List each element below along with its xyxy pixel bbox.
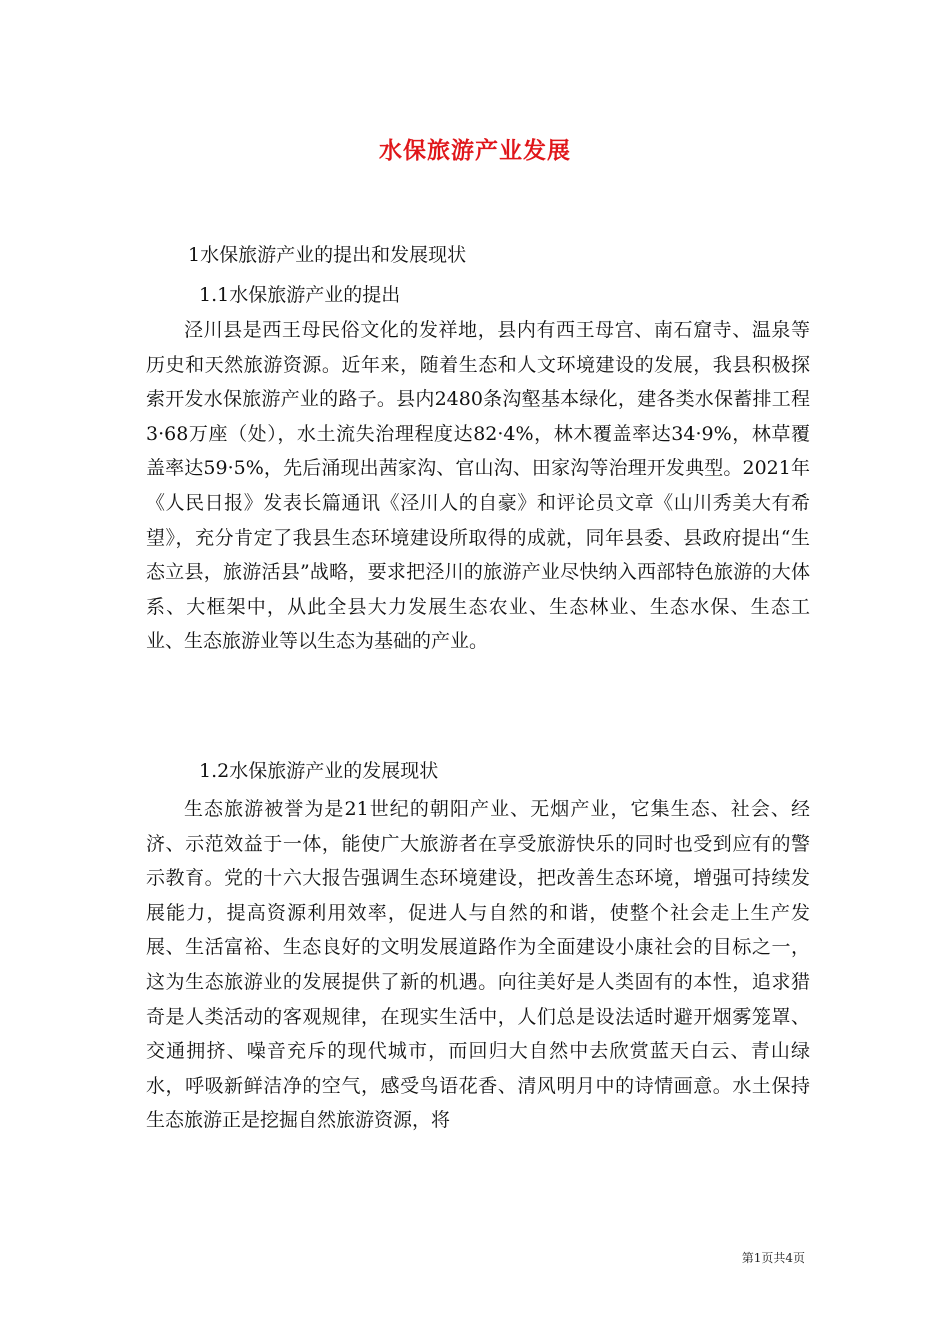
paragraph: 生态旅游被誉为是21世纪的朝阳产业、无烟产业，它集生态、社会、经济、示范效益于一体，能使广大旅游者在享受旅游快乐的同时也受到应有的警示教育。党的十六大报告强调生态环境建设，把改善生态环境，增强可持续发展能力，提高资源利用效率，促进人与自然的和谐，使整个社会走上生产发展、生活富裕、生态良好的文明发展道路作为全面建设小康社会的目标之一，这为生态旅游业的发展提供了新的机遇。向往美好是人类固有的本性，追求猎奇是人类活动的客观规律，在现实生活中，人们总是设法适时避开烟雾笼罩、交通拥挤、噪音充斥的现代城市，而回归大自然中去欣赏蓝天白云、青山绿水，呼吸新鲜洁净的空气，感受鸟语花香、清风明月中的诗情画意。水土保持生态旅游正是挖掘自然旅游资源，将 [146, 798, 810, 1132]
subsection-heading: 1.1水保旅游产业的提出 [199, 284, 401, 306]
document-title: 水保旅游产业发展 [379, 137, 571, 164]
paragraph: 泾川县是西王母民俗文化的发祥地，县内有西王母宫、南石窟寺、温泉等历史和天然旅游资源。近年来，随着生态和人文环境建设的发展，我县积极探索开发水保旅游产业的路子。县内2480条沟壑基本绿化，建各类水保蓄排工程3·68万座（处），水土流失治理程度达82·4%，林木覆盖率达34·9%，林草覆盖率达59·5%，先后涌现出茜家沟、官山沟、田家沟等治理开发典型。2021年《人民日报》发表长篇通讯《泾川人的自豪》和评论员文章《山川秀美大有希望》，充分肯定了我县生态环境建设所取得的成就，同年县委、县政府提出“生态立县，旅游活县”战略，要求把泾川的旅游产业尽快纳入西部特色旅游的大体系、大框架中，从此全县大力发展生态农业、生态林业、生态水保、生态工业、生态旅游业等以生态为基础的产业。 [146, 319, 810, 653]
page-number: 第1页共4页 [741, 1251, 805, 1265]
section-heading: 1水保旅游产业的提出和发展现状 [188, 244, 467, 266]
subsection-heading: 1.2水保旅游产业的发展现状 [199, 760, 439, 782]
